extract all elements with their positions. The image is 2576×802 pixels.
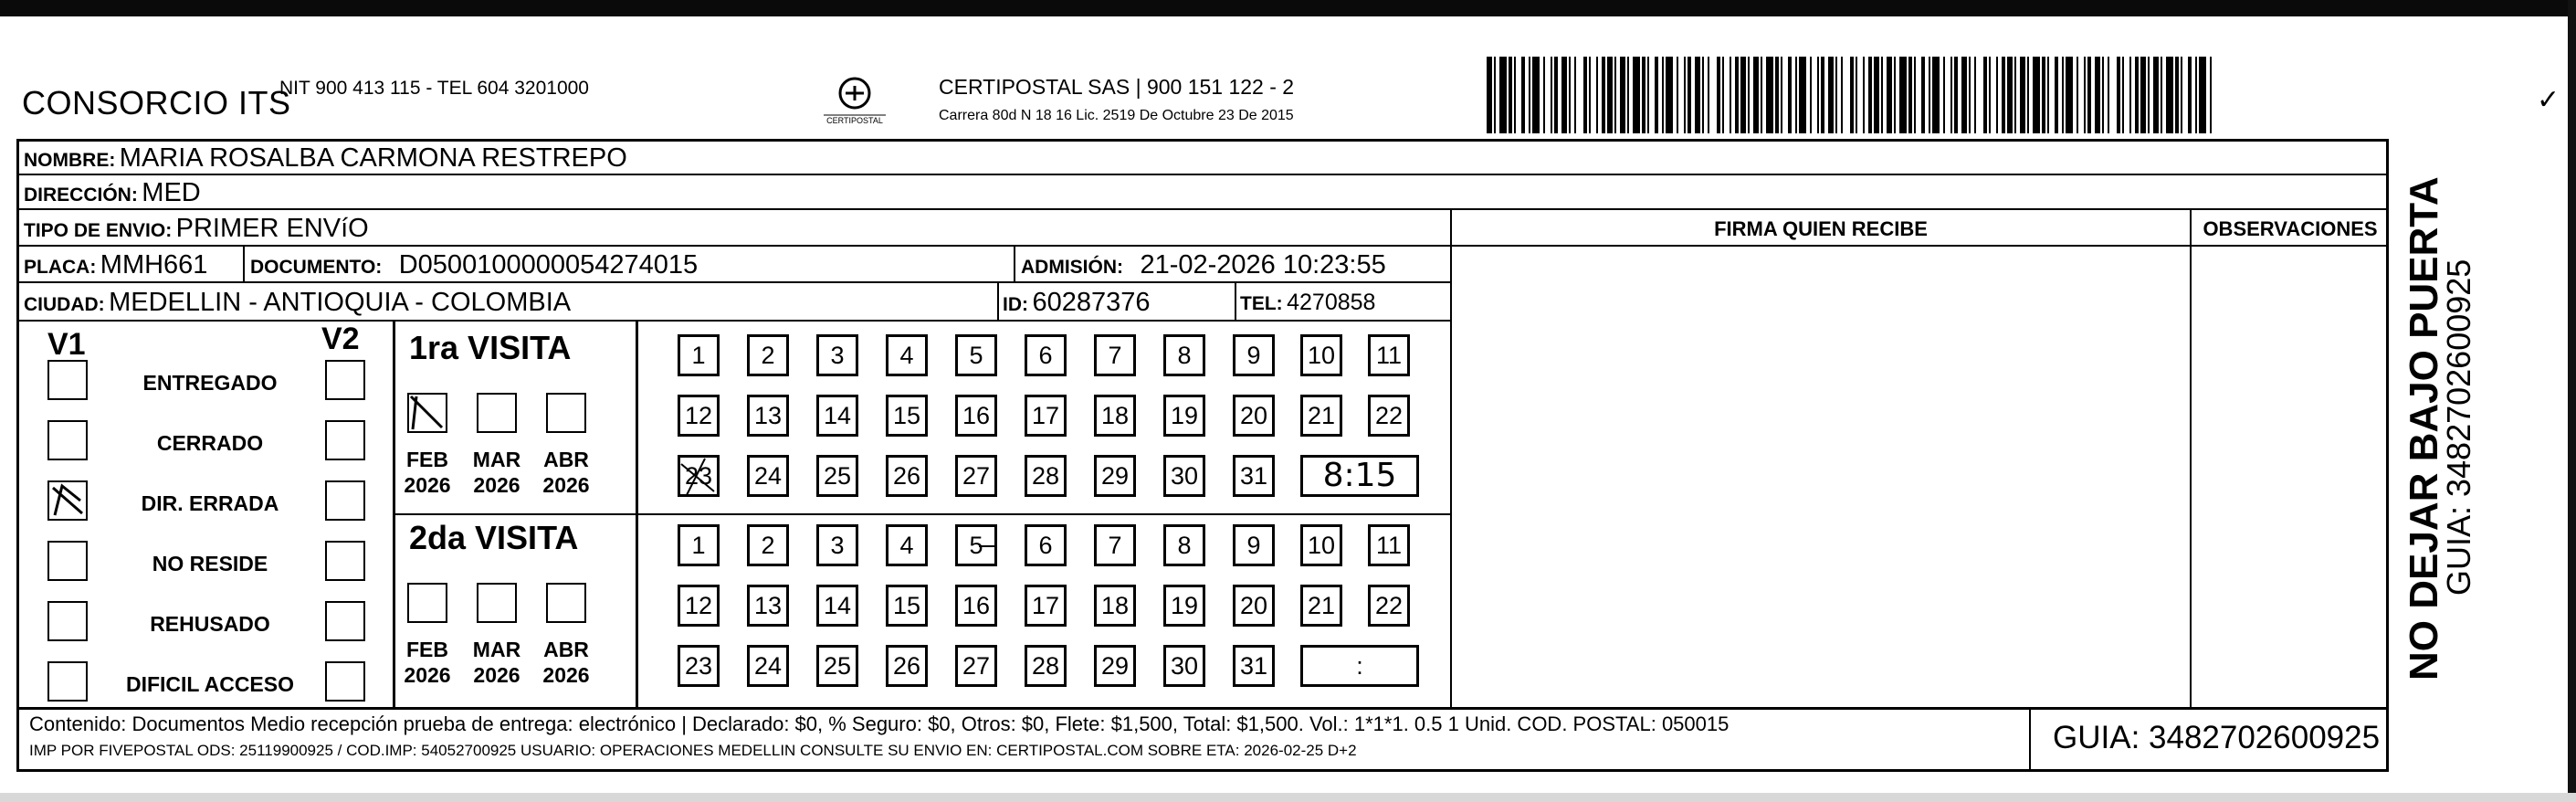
plate-value: MMH661: [100, 250, 208, 280]
col-divider: [636, 320, 638, 707]
col-divider: [2029, 707, 2031, 772]
year-label: 2026: [404, 473, 451, 497]
v2-checkbox[interactable]: [325, 360, 365, 400]
recipient-address: MED: [142, 178, 201, 207]
time-value: :: [1356, 652, 1363, 680]
barcode-bar: [2102, 57, 2104, 133]
barcode-bar: [2055, 57, 2058, 133]
day-box[interactable]: 27: [955, 455, 997, 497]
day-box[interactable]: 24: [747, 645, 789, 687]
barcode-bar: [1894, 57, 1896, 133]
plate-row: [24, 249, 207, 285]
status-reason-label: DIR. ERRADA: [141, 491, 279, 515]
barcode-bar: [2210, 57, 2212, 133]
barcode-bar: [1753, 57, 1759, 133]
day-box[interactable]: 26: [886, 645, 928, 687]
visit-divider: [393, 513, 1450, 515]
barcode-bar: [1740, 57, 1746, 133]
v1-header: V1: [47, 327, 86, 362]
carrier-address: Carrera 80d N 18 16 Lic. 2519 De Octubre 23 De 2015: [939, 108, 1294, 123]
row-divider: [1450, 245, 2389, 247]
month-checkbox[interactable]: [407, 393, 447, 433]
day-box[interactable]: 5: [955, 334, 997, 376]
barcode-bar: [1589, 57, 1591, 133]
tel-label: TEL:: [1240, 293, 1283, 314]
barcode-bar: [2087, 57, 2091, 133]
day-box[interactable]: 2: [747, 524, 789, 566]
signature-header: FIRMA QUIEN RECIBE: [1714, 217, 1928, 240]
barcode-bar: [2175, 57, 2179, 133]
corner-check-mark: ✓: [2537, 85, 2560, 115]
barcode-bar: [2007, 57, 2013, 133]
barcode-bar: [1487, 57, 1492, 133]
barcode-bar: [1761, 57, 1762, 133]
barcode-bar: [1989, 57, 1991, 133]
day-box[interactable]: 17: [1025, 395, 1067, 437]
scan-right-border: [2568, 0, 2576, 802]
day-box[interactable]: 18: [1094, 395, 1136, 437]
barcode-bar: [2153, 57, 2159, 133]
day-box[interactable]: 8: [1163, 524, 1205, 566]
barcode-bar: [1863, 57, 1865, 133]
day-box[interactable]: 4: [886, 524, 928, 566]
day-box[interactable]: 16: [955, 585, 997, 627]
v1-checkbox[interactable]: [47, 541, 88, 581]
col-divider: [2190, 208, 2192, 707]
barcode-bar: [1717, 57, 1720, 133]
guia-number: GUIA: 3482702600925: [2053, 720, 2381, 755]
barcode-bar: [1514, 57, 1516, 133]
day-mark-icon: [955, 524, 1001, 575]
month-checkbox[interactable]: [477, 583, 517, 623]
barcode-bar: [2140, 57, 2146, 133]
carrier-name: CERTIPOSTAL SAS | 900 151 122 - 2: [939, 75, 1295, 99]
day-box[interactable]: 3: [816, 524, 858, 566]
document-value: D0500100000054274015: [398, 250, 699, 280]
day-box[interactable]: 4: [886, 334, 928, 376]
barcode-bar: [1821, 57, 1824, 133]
visit-title: 2da VISITA: [409, 519, 579, 556]
barcode-bar: [2188, 57, 2192, 133]
year-label: 2026: [473, 473, 520, 497]
day-box[interactable]: 25: [816, 455, 858, 497]
barcode-bar: [1835, 57, 1837, 133]
barcode-bar: [1969, 57, 1971, 133]
year-label: 2026: [473, 663, 520, 687]
day-box[interactable]: 30: [1163, 645, 1205, 687]
barcode-bar: [2148, 57, 2150, 133]
barcode-bar: [2161, 57, 2162, 133]
day-box[interactable]: 10: [1300, 524, 1342, 566]
month-label: FEB: [406, 638, 448, 661]
sender-nit: NIT 900 413 115 - TEL 604 3201000: [279, 78, 589, 99]
day-box[interactable]: 24: [747, 455, 789, 497]
month-label: FEB: [406, 448, 448, 471]
shipment-label: TIPO DE ENVIO:: [24, 220, 173, 241]
barcode: [1487, 57, 2217, 133]
barcode-bar: [1521, 57, 1525, 133]
v1-checkbox[interactable]: [47, 480, 88, 521]
barcode-bar: [1817, 57, 1819, 133]
day-box[interactable]: 29: [1094, 645, 1136, 687]
v2-header: V2: [321, 322, 360, 356]
barcode-bar: [2077, 57, 2078, 133]
day-box[interactable]: 7: [1094, 524, 1136, 566]
address-label: DIRECCIÓN:: [24, 185, 138, 206]
month-label: MAR: [472, 638, 521, 661]
barcode-bar: [1529, 57, 1530, 133]
time-box[interactable]: [1300, 645, 1419, 687]
id-label: ID:: [1003, 294, 1028, 315]
month-label: MAR: [472, 448, 521, 471]
barcode-bar: [2195, 57, 2197, 133]
barcode-bar: [1642, 57, 1645, 133]
barcode-bar: [1607, 57, 1613, 133]
barcode-bar: [1887, 57, 1892, 133]
visit-title: 1ra VISITA: [409, 329, 572, 366]
barcode-bar: [1983, 57, 1987, 133]
barcode-bar: [1850, 57, 1854, 133]
check-mark-icon: [49, 482, 86, 519]
barcode-bar: [2181, 57, 2182, 133]
day-box[interactable]: 7: [1094, 334, 1136, 376]
barcode-bar: [1695, 57, 1700, 133]
col-divider: [997, 281, 999, 320]
day-box[interactable]: 6: [1025, 334, 1067, 376]
check-mark-icon: [409, 395, 446, 431]
certipostal-logo-text: CERTIPOSTAL: [826, 116, 883, 125]
barcode-bar: [1799, 57, 1806, 133]
recipient-name: MARIA ROSALBA CARMONA RESTREPO: [119, 143, 627, 173]
document-row: [250, 249, 698, 285]
day-box[interactable]: 13: [747, 585, 789, 627]
day-box[interactable]: 11: [1368, 524, 1410, 566]
barcode-bar: [1708, 57, 1709, 133]
month-checkbox[interactable]: [407, 583, 447, 623]
footer-divider: [18, 707, 2389, 710]
day-box[interactable]: 22: [1368, 585, 1410, 627]
barcode-bar: [2062, 57, 2064, 133]
barcode-bar: [1684, 57, 1686, 133]
barcode-bar: [1596, 57, 1598, 133]
barcode-bar: [1702, 57, 1704, 133]
day-box[interactable]: 22: [1368, 395, 1410, 437]
admission-value: 21-02-2026 10:23:55: [1140, 250, 1386, 280]
day-box[interactable]: 3: [816, 334, 858, 376]
status-reason-label: REHUSADO: [150, 612, 270, 636]
day-box[interactable]: 28: [1025, 455, 1067, 497]
side-warning: NO DEJAR BAJO PUERTA: [2402, 176, 2446, 681]
day-box[interactable]: 12: [678, 585, 720, 627]
barcode-bar: [1781, 57, 1782, 133]
day-box[interactable]: 17: [1025, 585, 1067, 627]
barcode-bar: [1633, 57, 1640, 133]
barcode-bar: [1509, 57, 1512, 133]
recipient-address-row: [24, 177, 201, 213]
status-reason-label: ENTREGADO: [142, 371, 278, 395]
day-box[interactable]: 21: [1300, 585, 1342, 627]
row-divider: [18, 208, 2389, 210]
day-box[interactable]: 12: [678, 395, 720, 437]
barcode-bar: [2066, 57, 2073, 133]
day-box[interactable]: 31: [1233, 645, 1275, 687]
year-label: 2026: [542, 473, 590, 497]
day-mark-icon: [678, 455, 723, 505]
status-reason-label: CERRADO: [156, 431, 264, 455]
time-box[interactable]: [1300, 455, 1419, 497]
observations-header: OBSERVACIONES: [2203, 217, 2378, 240]
col-divider: [393, 320, 395, 707]
barcode-bar: [2199, 57, 2206, 133]
admission-label: ADMISIÓN:: [1021, 257, 1123, 278]
barcode-bar: [1856, 57, 1857, 133]
barcode-bar: [2095, 57, 2100, 133]
day-box[interactable]: 10: [1300, 334, 1342, 376]
barcode-bar: [2014, 57, 2016, 133]
barcode-bar: [2129, 57, 2131, 133]
barcode-bar: [1551, 57, 1552, 133]
barcode-bar: [1748, 57, 1750, 133]
plate-label: PLACA:: [24, 257, 97, 278]
barcode-bar: [1583, 57, 1587, 133]
day-box[interactable]: 28: [1025, 645, 1067, 687]
certipostal-logo: [811, 75, 899, 128]
barcode-bar: [2166, 57, 2173, 133]
time-value: 8:15: [1322, 457, 1397, 494]
tel-value: 4270858: [1287, 290, 1376, 315]
barcode-bar: [2002, 57, 2005, 133]
admission-row: [1021, 249, 1386, 285]
barcode-bar: [1677, 57, 1678, 133]
status-reason-label: NO RESIDE: [152, 552, 268, 575]
day-box[interactable]: 21: [1300, 395, 1342, 437]
barcode-bar: [1627, 57, 1629, 133]
day-box[interactable]: 14: [816, 585, 858, 627]
day-box[interactable]: 1: [678, 334, 720, 376]
recipient-name-row: [24, 142, 627, 178]
shipment-type-row: [24, 213, 369, 248]
barcode-bar: [1899, 57, 1907, 133]
barcode-bar: [1647, 57, 1649, 133]
day-box[interactable]: 23: [678, 455, 720, 497]
barcode-bar: [2047, 57, 2049, 133]
city-value: MEDELLIN - ANTIOQUIA - COLOMBIA: [109, 288, 572, 317]
barcode-bar: [1735, 57, 1739, 133]
day-box[interactable]: 9: [1233, 334, 1275, 376]
scan-bottom-border: [0, 793, 2576, 802]
barcode-bar: [2033, 57, 2040, 133]
barcode-bar: [1974, 57, 1976, 133]
barcode-bar: [1730, 57, 1731, 133]
document-label: DOCUMENTO:: [250, 257, 383, 278]
v2-checkbox[interactable]: [325, 541, 365, 581]
content-line: Contenido: Documentos Medio recepción prueba de entrega: electrónico | Declarado: $0, % Seguro: $0, Otros: $0, Flete: $1,500, Total: $1,500. Vol.: 1*1*1. 0.5 1 Unid. COD. POSTAL: 050015: [29, 712, 1730, 735]
day-box[interactable]: 5: [955, 524, 997, 566]
barcode-bar: [1554, 57, 1558, 133]
barcode-bar: [2122, 57, 2124, 133]
barcode-bar: [1662, 57, 1664, 133]
v1-checkbox[interactable]: [47, 661, 88, 702]
barcode-bar: [1874, 57, 1879, 133]
day-box[interactable]: 11: [1368, 334, 1410, 376]
day-box[interactable]: 15: [886, 585, 928, 627]
day-box[interactable]: 30: [1163, 455, 1205, 497]
barcode-bar: [2020, 57, 2025, 133]
barcode-bar: [1914, 57, 1916, 133]
col-divider: [1014, 245, 1015, 281]
shipment-type: PRIMER ENVíO: [175, 214, 369, 243]
barcode-bar: [2042, 57, 2045, 133]
id-row: [1003, 287, 1150, 322]
day-box[interactable]: 15: [886, 395, 928, 437]
barcode-bar: [1943, 57, 1945, 133]
barcode-bar: [1810, 57, 1812, 133]
day-box[interactable]: 2: [747, 334, 789, 376]
barcode-bar: [1722, 57, 1724, 133]
barcode-bar: [1655, 57, 1658, 133]
barcode-bar: [1841, 57, 1843, 133]
side-guia: GUIA: 3482702600925: [2440, 259, 2477, 596]
barcode-bar: [1543, 57, 1545, 133]
day-box[interactable]: 14: [816, 395, 858, 437]
barcode-bar: [1494, 57, 1496, 133]
barcode-bar: [1881, 57, 1883, 133]
day-box[interactable]: 19: [1163, 585, 1205, 627]
day-box[interactable]: 29: [1094, 455, 1136, 497]
v2-checkbox[interactable]: [325, 661, 365, 702]
year-label: 2026: [404, 663, 451, 687]
barcode-bar: [1908, 57, 1912, 133]
scan-top-border: [0, 0, 2576, 16]
month-label: ABR: [543, 638, 589, 661]
day-box[interactable]: 9: [1233, 524, 1275, 566]
day-box[interactable]: 13: [747, 395, 789, 437]
barcode-bar: [1921, 57, 1925, 133]
barcode-bar: [2027, 57, 2029, 133]
v2-checkbox[interactable]: [325, 601, 365, 641]
barcode-bar: [1929, 57, 1930, 133]
sender-company: CONSORCIO ITS: [22, 84, 291, 121]
month-checkbox[interactable]: [546, 583, 586, 623]
col-divider: [243, 245, 245, 281]
barcode-bar: [1561, 57, 1567, 133]
barcode-bar: [1961, 57, 1967, 133]
tel-row: [1240, 287, 1375, 322]
barcode-bar: [1868, 57, 1872, 133]
day-box[interactable]: 25: [816, 645, 858, 687]
barcode-bar: [1828, 57, 1834, 133]
v1-checkbox[interactable]: [47, 601, 88, 641]
day-box[interactable]: 23: [678, 645, 720, 687]
barcode-bar: [1614, 57, 1616, 133]
barcode-bar: [1788, 57, 1792, 133]
v2-checkbox[interactable]: [325, 480, 365, 521]
barcode-bar: [1950, 57, 1952, 133]
barcode-bar: [1532, 57, 1540, 133]
year-label: 2026: [542, 663, 590, 687]
barcode-bar: [1996, 57, 1998, 133]
day-box[interactable]: 6: [1025, 524, 1067, 566]
name-label: NOMBRE:: [24, 150, 116, 171]
barcode-bar: [1499, 57, 1507, 133]
barcode-bar: [1954, 57, 1958, 133]
barcode-bar: [1795, 57, 1797, 133]
month-label: ABR: [543, 448, 589, 471]
barcode-bar: [2117, 57, 2120, 133]
barcode-bar: [1688, 57, 1691, 133]
v2-checkbox[interactable]: [325, 420, 365, 460]
id-value: 60287376: [1032, 288, 1151, 317]
barcode-bar: [1932, 57, 1940, 133]
city-label: CIUDAD:: [24, 294, 105, 315]
barcode-bar: [1620, 57, 1625, 133]
day-box[interactable]: 27: [955, 645, 997, 687]
day-box[interactable]: 1: [678, 524, 720, 566]
barcode-bar: [1569, 57, 1571, 133]
barcode-bar: [1766, 57, 1773, 133]
month-checkbox[interactable]: [477, 393, 517, 433]
barcode-bar: [1666, 57, 1673, 133]
barcode-bar: [2108, 57, 2109, 133]
city-row: [24, 287, 571, 322]
imp-line: IMP POR FIVEPOSTAL ODS: 25119900925 / COD.IMP: 54052700925 USUARIO: OPERACIONES MEDELLIN CONSULTE SU ENVIO EN: CERTIPOSTAL.COM SOBRE ETA: 2026-02-25 D+2: [29, 742, 1357, 759]
day-box[interactable]: 26: [886, 455, 928, 497]
barcode-bar: [2084, 57, 2086, 133]
barcode-bar: [1775, 57, 1779, 133]
barcode-bar: [1574, 57, 1576, 133]
day-box[interactable]: 8: [1163, 334, 1205, 376]
day-box[interactable]: 19: [1163, 395, 1205, 437]
barcode-bar: [2135, 57, 2139, 133]
col-divider: [1235, 281, 1236, 320]
day-box[interactable]: 20: [1233, 585, 1275, 627]
status-reason-label: DIFICIL ACCESO: [125, 672, 294, 696]
v1-checkbox[interactable]: [47, 420, 88, 460]
day-box[interactable]: 16: [955, 395, 997, 437]
day-box[interactable]: 18: [1094, 585, 1136, 627]
day-box[interactable]: 31: [1233, 455, 1275, 497]
barcode-bar: [1602, 57, 1605, 133]
col-divider: [1450, 208, 1452, 707]
day-box[interactable]: 20: [1233, 395, 1275, 437]
month-checkbox[interactable]: [546, 393, 586, 433]
v1-checkbox[interactable]: [47, 360, 88, 400]
